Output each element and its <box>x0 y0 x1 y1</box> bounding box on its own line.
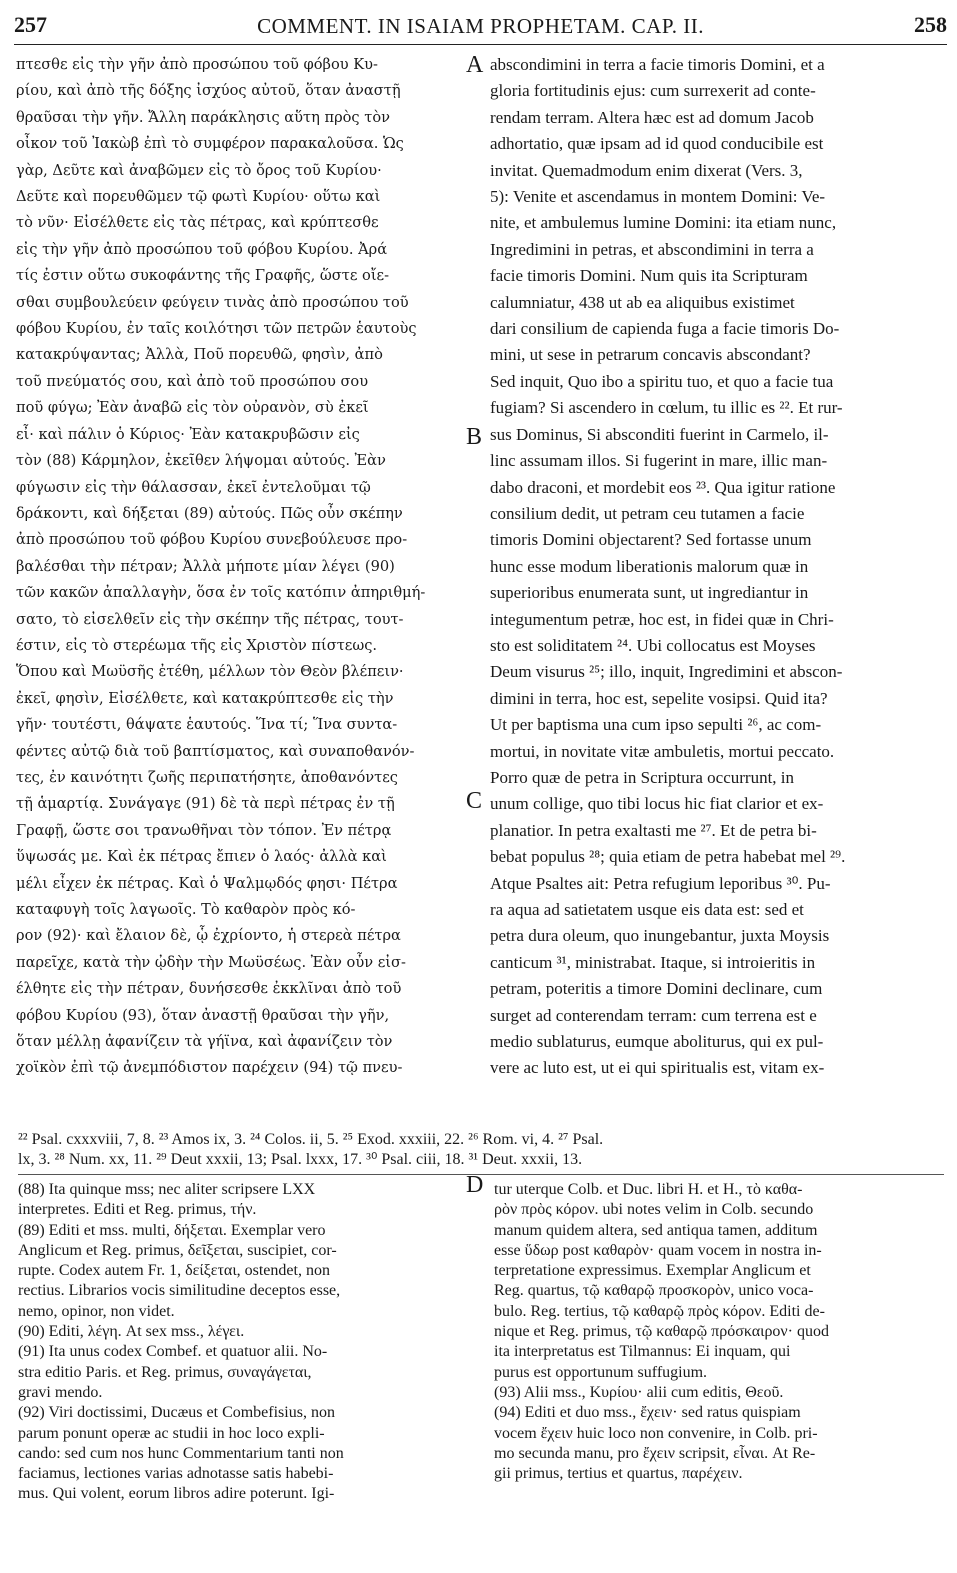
greek-text-line: τίς ἐστιν οὕτω συκοφάντης τῆς Γραφῆς, ὥστε οἴε- <box>16 267 390 285</box>
latin-text-line: invitat. Quemadmodum enim dixerat (Vers. 3, <box>490 160 803 180</box>
greek-text-line: μέλι εἶχεν ἐκ πέτρας. Καὶ ὁ Ψαλμῳδός φησι· Πέτρα <box>16 874 398 892</box>
scripture-references <box>18 1130 944 1170</box>
footnote-line: bulo. Reg. tertius, τῷ καθαρῷ πρὸς κόρον. Editi de- <box>494 1302 825 1320</box>
greek-text-line: ποῦ φύγω; Ἐὰν ἀναβῶ εἰς τὸν οὐρανὸν, σὺ ἐκεῖ <box>16 399 369 417</box>
latin-text-line: consilium dedit, ut petram ceu tutamen a facie <box>490 503 805 523</box>
footnote-line: (92) Viri doctissimi, Ducæus et Combefisius, non <box>18 1404 335 1422</box>
latin-text-line: hunc esse modum liberationis malorum quæ in <box>490 556 809 576</box>
footnote-line: gii primus, tertius et quartus, παρέχειν. <box>494 1465 743 1483</box>
latin-text-line: integumentum petræ, hoc est, in fidei quæ in Chri- <box>490 609 834 629</box>
greek-text-line: τὸ νῦν· Εἰσέλθετε εἰς τὰς πέτρας, καὶ κρύπτεσθε <box>16 214 379 232</box>
greek-text-line: γῆν· τουτέστι, θάψατε ἑαυτούς. Ἵνα τί; Ἵνα συντα- <box>16 716 398 734</box>
footnote-line: (88) Ita quinque mss; nec aliter scripsere LXX <box>18 1181 316 1198</box>
latin-text-line: mini, ut sese in petrarum concavis abscondant? <box>490 345 811 365</box>
latin-text-line: surget ad conterendam terram: cum terrena est e <box>490 1005 817 1025</box>
latin-text-line: vere ac luto est, ut ei qui spiritualis est, vitam ex- <box>490 1058 825 1078</box>
footnote-line: ita interpretatus est Tilmannus: Ei inquam, qui <box>494 1343 791 1361</box>
latin-text-line: rendam terram. Altera hæc est ad domum Jacob <box>490 107 814 127</box>
greek-text-line: τοῦ πνεύματός σου, καὶ ἀπὸ τοῦ προσώπου σου <box>16 372 369 390</box>
greek-text-column <box>16 52 468 1082</box>
greek-text-line: τῇ ἁμαρτίᾳ. Συνάγαγε (91) δὲ τὰ περὶ πέτρας ἐν τῇ <box>16 795 395 813</box>
footnote-line: parum ponunt operæ ac studii in hoc loco expli- <box>18 1424 325 1442</box>
latin-text-line: canticum ³¹, ministrabat. Itaque, si introieritis in <box>490 952 816 972</box>
footnote-line: (90) Editi, λέγη. At sex mss., λέγει. <box>18 1323 245 1341</box>
greek-text-line: εἰς τὴν γῆν ἀπὸ προσώπου τοῦ φόβου Κυρίου. Ἀρά <box>16 240 388 258</box>
greek-text-line: ρίου, καὶ ἀπὸ τῆς δόξης ἰσχύος αὐτοῦ, ὅταν ἀναστῇ <box>16 82 401 100</box>
latin-text-line: Ingredimini in petras, et abscondimini in terra a <box>490 239 814 259</box>
latin-text-line: ra aqua ad satietatem usque eis data est: sed et <box>490 900 804 919</box>
greek-text-line: ἀπὸ προσώπου τοῦ φόβου Κυρίου συνεβούλευσε προ- <box>16 531 408 549</box>
latin-text-line: Deum visurus ²⁵; illo, inquit, Ingredimini et abscon- <box>490 662 843 682</box>
footnote-line: (94) Editi et duo mss., ἔχειν· sed ratus quispiam <box>494 1404 801 1422</box>
footnote-line: Reg. quartus, τῷ καθαρῷ προσκορὸν, unico voca- <box>494 1282 814 1300</box>
greek-text-line: τὸν (88) Κάρμηλον, ἐκεῖθεν λήψομαι αὐτούς. Ἐὰν <box>16 452 386 470</box>
greek-text-line: παρεῖχε, κατὰ τὴν ᾠδὴν τὴν Μωϋσέως. Ἐὰν οὖν εἰσ- <box>16 953 406 971</box>
footnote-line: rupte. Codex autem Fr. 1, δείξεται, ostendet, non <box>18 1262 330 1280</box>
footnote-line: vocem ἔχειν huic loco non convenire, in Colb. pri- <box>494 1424 818 1442</box>
latin-text-line: mortui, in novitate vitæ ambuletis, mortui peccato. <box>490 741 835 761</box>
footnote-line: (89) Editi et mss. multi, δήξεται. Exemplar vero <box>18 1221 326 1239</box>
greek-text-line: πτεσθε εἰς τὴν γῆν ἀπὸ προσώπου τοῦ φόβου Κυ- <box>16 56 378 73</box>
footnotes-right-column <box>494 1180 944 1484</box>
latin-text-line: unum collige, quo tibi locus hic fiat clarior et ex- <box>490 794 824 814</box>
latin-text-line: Sed inquit, Quo ibo a spiritu tuo, et quo a facie tua <box>490 371 834 391</box>
footnote-rule <box>18 1174 944 1175</box>
latin-text-line: gloria fortitudinis ejus: cum surrexerit ad conte- <box>490 81 816 101</box>
latin-text-line: linc assumam illos. Si fugerint in mare, illic man- <box>490 451 828 471</box>
latin-text-line: fugiam? Si ascendero in cœlum, tu illic es ²². Et rur- <box>490 398 843 418</box>
scripture-reference-line: ²² Psal. cxxxviii, 7, 8. ²³ Amos ix, 3. ²⁴ Colos. ii, 5. ²⁵ Exod. xxxiii, 22. ²⁶ Rom. vi, 4. ²⁷ Psal. <box>18 1131 604 1148</box>
greek-text-line: χοϊκὸν ἐπὶ τῷ ἀνεμπόδιστον παρέχειν (94) τῷ πνευ- <box>16 1059 403 1077</box>
greek-text-line: σατο, τὸ εἰσελθεῖν εἰς τὴν σκέπην τῆς πέτρας, τουτ- <box>16 610 404 628</box>
latin-text-line: sus Dominus, Si absconditi fuerint in Carmelo, il- <box>490 424 829 444</box>
footnote-line: stra editio Paris. et Reg. primus, συναγάγεται, <box>18 1363 312 1381</box>
page-number-right: 258 <box>914 12 947 37</box>
footnote-line: ρὸν πρὸς κόρον. ubi notes velim in Colb. secundo <box>494 1201 814 1219</box>
greek-text-line: τῶν κακῶν ἀπαλλαγὴν, ὅσα ἐν τοῖς κατόπιν ἀπηριθμή- <box>16 584 426 602</box>
greek-text-line: γὰρ, Δεῦτε καὶ ἀναβῶμεν εἰς τὸ ὄρος τοῦ Κυρίου· <box>16 161 382 179</box>
greek-text-line: οἶκον τοῦ Ἰακὼβ ἐπὶ τὸ συμφέρον παρακαλοῦσα. Ὡς <box>16 135 404 153</box>
latin-text-line: dari consilium de capienda fuga a facie timoris Do- <box>490 319 840 339</box>
greek-text-line: Δεῦτε καὶ πορευθῶμεν τῷ φωτὶ Κυρίου· οὕτω καὶ <box>16 188 381 206</box>
footnote-line: terpretatione expressimus. Exemplar Anglicum et <box>494 1262 811 1280</box>
greek-text-line: βαλέσθαι τὴν πέτραν; Ἀλλὰ μήποτε μίαν λέγει (90) <box>16 557 395 575</box>
running-title: COMMENT. IN ISAIAM PROPHETAM. CAP. II. <box>257 14 704 38</box>
greek-text-line: έστιν, εἰς τὸ στερέωμα τῆς εἰς Χριστὸν πίστεως. <box>16 636 378 654</box>
greek-text-line: ρον (92)· καὶ ἔλαιον δὲ, ᾧ ἐχρίοντο, ἡ στερεὰ πέτρα <box>16 927 401 945</box>
greek-text-line: φόβου Κυρίου, ἐν ταῖς κοιλότησι τῶν πετρῶν ἑαυτοὺς <box>16 320 417 338</box>
scripture-reference-line: lx, 3. ²⁸ Num. xx, 11. ²⁹ Deut xxxii, 13; Psal. lxxx, 17. ³⁰ Psal. ciii, 18. ³¹ Deut. xxxii, 13. <box>18 1151 583 1168</box>
greek-text-line: σθαι συμβουλεύειν φεύγειν τινὰς ἀπὸ προσώπου τοῦ <box>16 293 409 311</box>
footnote-line: (93) Alii mss., Κυρίου· alii cum editis, Θεοῦ. <box>494 1383 784 1401</box>
greek-text-line: φύγωσιν εἰς τὴν θάλασσαν, ἐκεῖ ἐντελοῦμαι τῷ <box>16 478 371 496</box>
latin-text-line: facie timoris Domini. Num quis ita Scripturam <box>490 266 808 286</box>
greek-text-line: φόβου Κυρίου (93), ὅταν ἀναστῇ θραῦσαι τὴν γῆν, <box>16 1006 390 1024</box>
latin-text-line: Atque Psaltes ait: Petra refugium leporibus ³⁰. Pu- <box>490 873 831 893</box>
greek-text-line: ὕψωσάς με. Καὶ ἐκ πέτρας ἔπιεν ὁ λαός· ἀλλὰ καὶ <box>16 848 387 866</box>
latin-text-line: superioribus enumerata sunt, ut ingrediantur in <box>490 583 809 603</box>
greek-text-line: ἐκεῖ, φησὶν, Εἰσέλθετε, καὶ κατακρύπτεσθε εἰς τὴν <box>16 689 394 707</box>
footnote-line: gravi mendo. <box>18 1383 103 1401</box>
latin-text-line: bebat populus ²⁸; quia etiam de petra habebat mel ²⁹. <box>490 847 846 867</box>
latin-text-line: petram, poteritis a timore Domini declinare, cum <box>490 979 823 999</box>
greek-text-line: εἶ· καὶ πάλιν ὁ Κύριος· Ἐὰν κατακρυβῶσιν εἰς <box>16 425 360 443</box>
footnote-line: nemo, opinor, non videt. <box>18 1302 175 1320</box>
section-marker-c: C <box>466 788 483 814</box>
greek-text-line: ὅταν μέλλῃ ἀφανίζειν τὰ γήϊνα, καὶ ἀφανίζειν τὸν <box>16 1033 393 1051</box>
greek-text-line: καταφυγὴ τοῖς λαγωοῖς. Τὸ καθαρὸν πρὸς κό- <box>16 901 356 918</box>
greek-text-line: έλθητε εἰς τὴν πέτραν, δυνήσεσθε ἐκκλῖναι ἀπὸ τοῦ <box>16 980 402 998</box>
latin-text-line: calumniatur, 438 ut ab ea aliquibus existimet <box>490 292 795 312</box>
footnote-line: Anglicum et Reg. primus, δεῖξεται, suscipiet, cor- <box>18 1241 337 1259</box>
latin-text-line: Ut per baptisma una cum ipso sepulti ²⁶, ac com- <box>490 715 822 735</box>
greek-text-line: Ὅπου καὶ Μωϋσῆς ἐτέθη, μέλλων τὸν Θεὸν βλέπειν· <box>16 663 404 681</box>
footnote-line: manum quidem altera, sed antiqua tamen, additum <box>494 1221 818 1239</box>
latin-text-line: petra dura oleum, quo inungebantur, juxta Moysis <box>490 926 830 946</box>
latin-text-line: abscondimini in terra a facie timoris Domini, et a <box>490 55 825 74</box>
latin-text-line: 5): Venite et ascendamus in montem Domini: Ve- <box>490 187 826 207</box>
latin-text-line: planatior. In petra exaltasti me ²⁷. Et de petra bi- <box>490 820 817 840</box>
greek-text-line: Γραφῇ, ὥστε σοι τρανωθῆναι τὸν τόπον. Ἐν πέτρᾳ <box>16 821 392 839</box>
latin-text-column <box>490 52 946 1082</box>
footnote-line: nique et Reg. primus, τῷ καθαρῷ πρόσκαιρον· quod <box>494 1323 829 1341</box>
section-marker-b: B <box>466 424 483 450</box>
latin-text-line: adhortatio, quæ ipsam ad id quod conducibile est <box>490 134 824 154</box>
page-number-left: 257 <box>14 12 47 37</box>
latin-text-line: dimini in terra, hoc est, sepelite vosipsi. Quid ita? <box>490 688 828 708</box>
greek-text-line: τες, ἐν καινότητι ζωῆς περιπατήσητε, ἀποθανόντες <box>16 768 398 786</box>
footnote-line: esse ὕδωρ post καθαρὸν· quam vocem in nostra in- <box>494 1241 822 1259</box>
footnote-line: interpretes. Editi et Reg. primus, τήν. <box>18 1201 257 1219</box>
greek-text-line: θραῦσαι τὴν γῆν. Ἄλλη παράκλησις αὕτη πρὸς τὸν <box>16 108 390 126</box>
footnote-line: purus est opportunum suffugium. <box>494 1363 708 1381</box>
footnote-line: mus. Qui volent, eorum libros adire poterunt. Igi- <box>18 1485 335 1503</box>
latin-text-line: dabo draconi, et mordebit eos ²³. Qua igitur ratione <box>490 477 836 497</box>
greek-text-line: δράκοντι, καὶ δήξεται (89) αὐτούς. Πῶς οὖν σκέπην <box>16 504 403 522</box>
footnote-line: rectius. Librarios vocis similitudine deceptos esse, <box>18 1282 341 1300</box>
latin-text-line: timoris Domini objectarent? Sed fortasse unum <box>490 530 812 550</box>
footnotes-left-column <box>18 1180 466 1505</box>
greek-text-line: φέντες αὐτῷ διὰ τοῦ βαπτίσματος, καὶ συναποθανόν- <box>16 742 415 760</box>
running-header <box>14 10 947 45</box>
footnote-line: mo secunda manu, pro ἔχειν scripsit, εἶναι. At Re- <box>494 1444 816 1462</box>
latin-text-line: Porro quæ de petra in Scriptura occurrunt, in <box>490 767 795 787</box>
footnote-line: tur uterque Colb. et Duc. libri H. et H., τὸ καθα- <box>494 1181 803 1198</box>
section-marker-d: D <box>466 1172 484 1198</box>
section-marker-a: A <box>466 52 484 78</box>
footnote-line: faciamus, lectiones varias adnotasse satis habebi- <box>18 1465 334 1483</box>
footnote-line: (91) Ita unus codex Combef. et quatuor alii. No- <box>18 1343 328 1361</box>
latin-text-line: medio sublaturus, eumque aboliturus, qui ex pul- <box>490 1032 824 1052</box>
footnote-line: cando: sed cum nos hunc Commentarium tanti non <box>18 1444 344 1462</box>
latin-text-line: sto est soliditatem ²⁴. Ubi collocatus est Moyses <box>490 635 816 655</box>
greek-text-line: κατακρύψαντας; Ἀλλὰ, Ποῦ πορευθῶ, φησὶν, ἀπὸ <box>16 346 383 364</box>
latin-text-line: nite, et ambulemus lumine Domini: ita etiam nunc, <box>490 213 837 233</box>
